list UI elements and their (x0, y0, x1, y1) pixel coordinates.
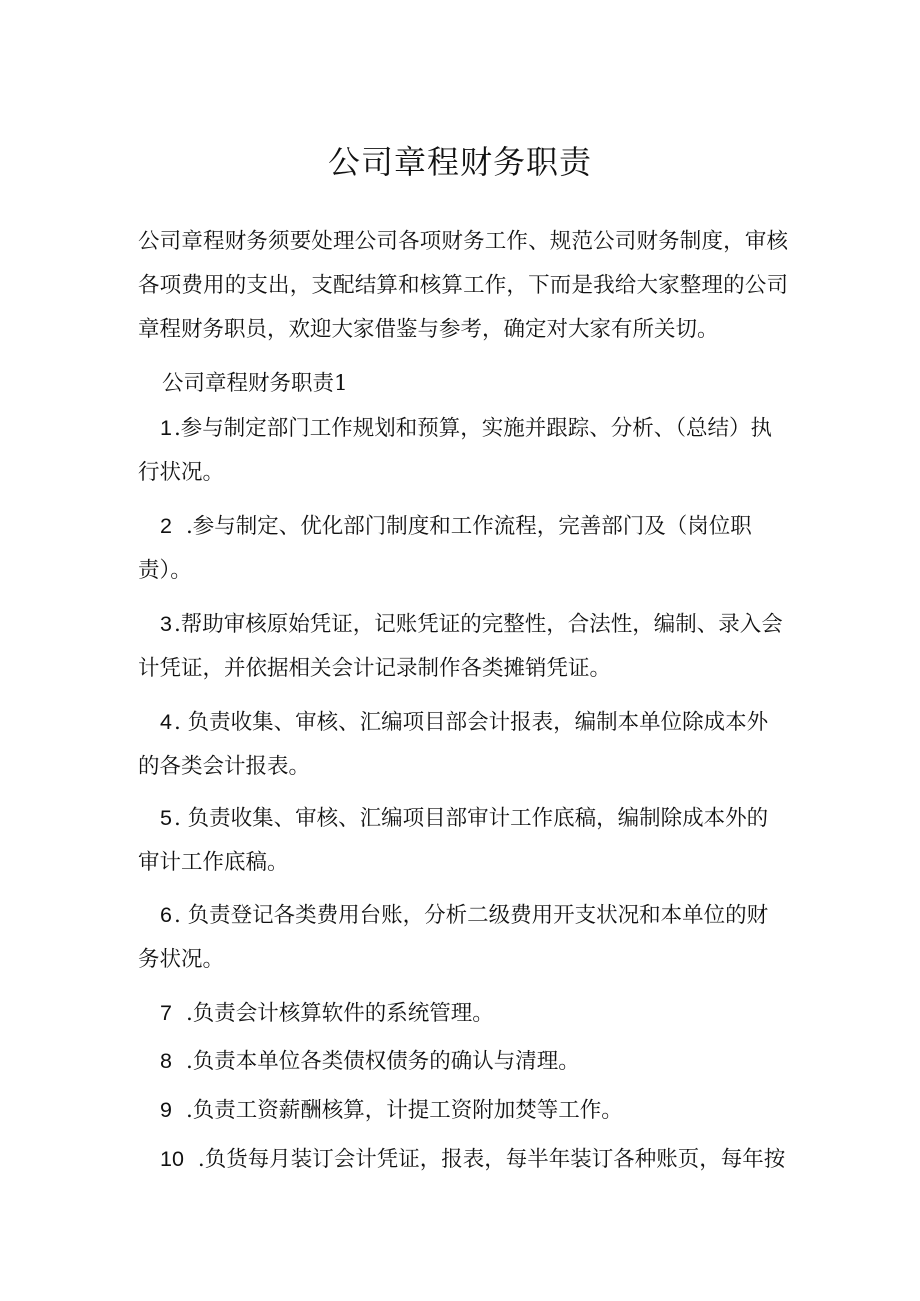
list-item (138, 893, 788, 982)
list-item (138, 406, 788, 495)
document-title: 公司章程财务职责 (327, 143, 592, 181)
list-item-text: . 负责收集、审核、汇编项目部会计报表，编制本单位除成本外的各类会计报表。 (138, 710, 769, 779)
list-item-number: 1 (160, 416, 172, 440)
list-item-text: . 负责收集、审核、汇编项目部审计工作底稿，编制除成本外的审计工作底稿。 (138, 806, 769, 875)
list-item-text: .负货每月装订会计凭证，报表，每半年装订各种账页，每年按 (197, 1147, 786, 1172)
list-item (138, 504, 788, 593)
list-item-number: 4 (160, 710, 172, 734)
list-item-number: 6 (160, 903, 172, 927)
intro-paragraph: 公司章程财务须要处理公司各项财务工作、规范公司财务制度，审核各项费用的支出，支配结算和核算工作，下而是我给大家整理的公司章程财务职员，欢迎大家借鉴与参考，确定对大家有所关切。 (138, 229, 788, 342)
list-item-text: .参与制定、优化部门制度和工作流程，完善部门及（岗位职责）。 (138, 514, 752, 583)
list-item-text: .负责本单位各类债权债务的确认与清理。 (185, 1049, 580, 1074)
list-item-number: 8 (160, 1049, 172, 1073)
section-heading: 公司章程财务职责1 (162, 371, 348, 396)
list-item-number: 9 (160, 1098, 172, 1122)
list-item-text: .负责会计核算软件的系统管理。 (185, 1001, 494, 1026)
list-item (138, 602, 788, 691)
list-item (138, 1088, 788, 1133)
list-item-text: . 负责登记各类费用台账，分析二级费用开支状况和本单位的财务状况。 (138, 903, 769, 972)
list-item (138, 1137, 788, 1182)
list-item-text: .参与制定部门工作规划和预算，实施并跟踪、分析、（总结）执行状况。 (138, 416, 773, 485)
list-item-number: 5 (160, 806, 172, 830)
list-item (138, 1039, 788, 1084)
list-item-number: 2 (160, 514, 172, 538)
list-item-number: 7 (160, 1001, 172, 1025)
list-item-number: 3 (160, 612, 172, 636)
list-item (138, 700, 788, 789)
list-item (138, 796, 788, 885)
list-item-text: .负责工资薪酬核算，计提工资附加焚等工作。 (185, 1098, 623, 1123)
list-item-number: 10 (160, 1147, 184, 1171)
list-item-text: .帮助审核原始凭证，记账凭证的完整性，合法性，编制、录入会计凭证，并依据相关会计记录制作各类摊销凭证。 (138, 612, 783, 681)
list-item (138, 991, 788, 1036)
